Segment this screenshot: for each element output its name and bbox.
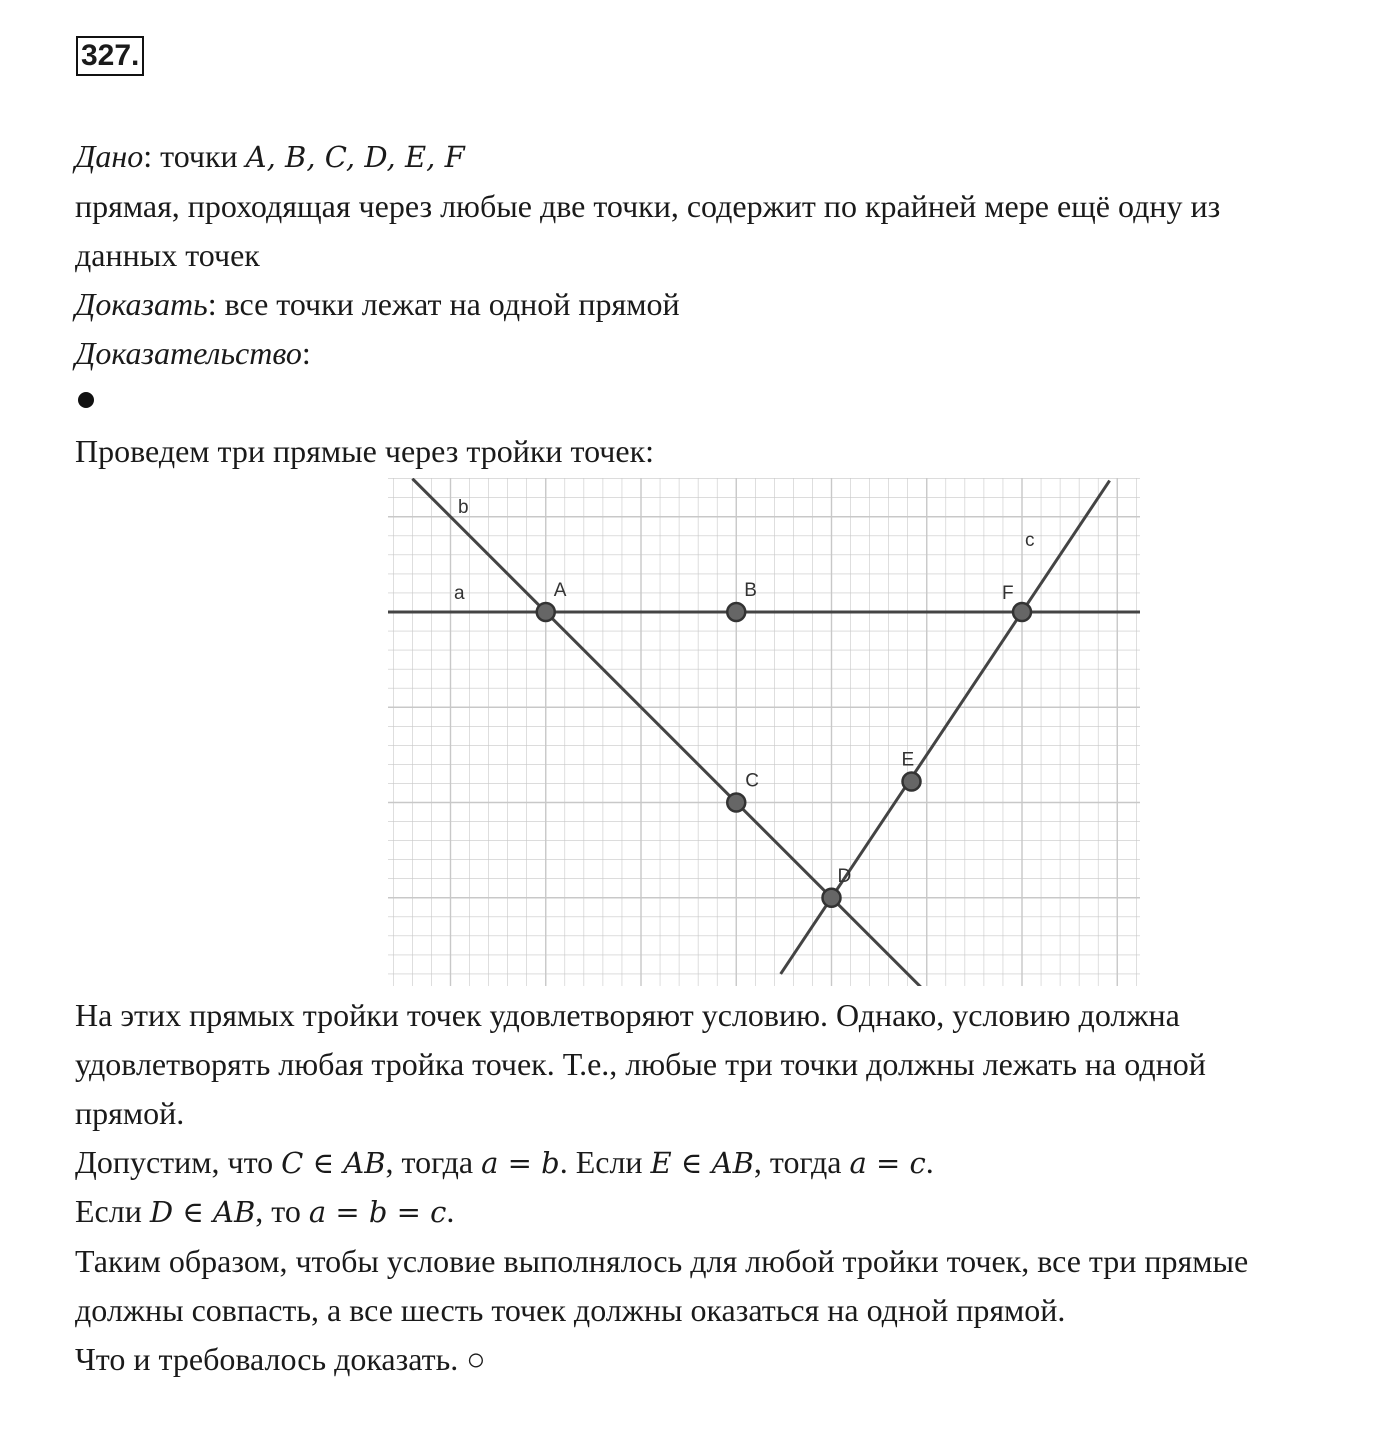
given-condition-line-2: данных точек [75,237,260,273]
suppose-text-3: . Если [559,1144,651,1180]
bullet-icon [78,392,94,408]
point-label-F: F [1002,583,1014,604]
labels-layer [454,497,1035,887]
if-d-math-1: D ∈ AB [149,1195,256,1229]
suppose-math-4: a = c [849,1146,926,1180]
point-label-B: B [744,580,757,601]
given-points: A, B, C, D, E, F [245,140,465,174]
geometry-figure [388,478,1140,986]
given-text: : точки [143,138,246,174]
prove-label: Доказать [75,286,208,322]
point-D [823,889,841,907]
point-label-D: D [837,865,852,887]
suppose-line [75,1142,934,1183]
conclusion-line-1: Таким образом, чтобы условие выполнялось для любой тройки точек, все три прямые [75,1243,1249,1279]
intro-line: Проведем три прямые через тройки точек: [75,433,655,469]
suppose-math-3: E ∈ AB [650,1146,754,1180]
point-label-C: C [745,770,759,792]
prove-line [75,284,680,324]
point-C [727,794,745,812]
if-d-math-2: a = b = c [308,1195,447,1229]
points-layer [537,603,1031,907]
suppose-math-2: a = b [481,1146,560,1180]
suppose-text-4: , тогда [753,1144,850,1180]
point-B [727,603,745,621]
line-label-c: c [1025,530,1035,551]
proof-colon: : [301,335,311,371]
proof-label: Доказательство [75,335,302,371]
problem-number: 327. [76,36,144,76]
if-d-text-3: . [446,1193,455,1229]
line-label-b: b [458,497,469,518]
point-A [537,603,555,621]
suppose-text-2: , тогда [385,1144,482,1180]
prove-text: : все точки лежат на одной прямой [207,286,680,322]
qed-line: Что и требовалось доказать. ○ [75,1341,486,1377]
if-d-line [75,1191,454,1232]
conclusion-line-2: должны совпасть, а все шесть точек должны оказаться на одной прямой. [75,1292,1066,1328]
suppose-math-1: C ∈ AB [281,1146,386,1180]
suppose-text-5: . [925,1144,934,1180]
given-line [75,136,465,177]
given-condition-line-1: прямая, проходящая через любые две точки, содержит по крайней мере ещё одну из [75,188,1221,224]
proof-line [75,333,311,373]
para1-line-2: удовлетворять любая тройка точек. Т.е., любые три точки должны лежать на одной [75,1046,1206,1082]
point-F [1013,603,1031,621]
para1-line-3: прямой. [75,1095,185,1131]
given-label: Дано [75,138,144,174]
if-d-text-2: , то [255,1193,309,1229]
line-label-a: a [454,583,465,604]
point-label-A: A [553,580,567,601]
suppose-text-1: Допустим, что [75,1144,282,1180]
if-d-text-1: Если [75,1193,150,1229]
grid [388,478,1140,986]
para1-line-1: На этих прямых тройки точек удовлетворяют условию. Однако, условию должна [75,997,1180,1033]
point-label-E: E [901,749,915,771]
point-E [903,773,921,791]
